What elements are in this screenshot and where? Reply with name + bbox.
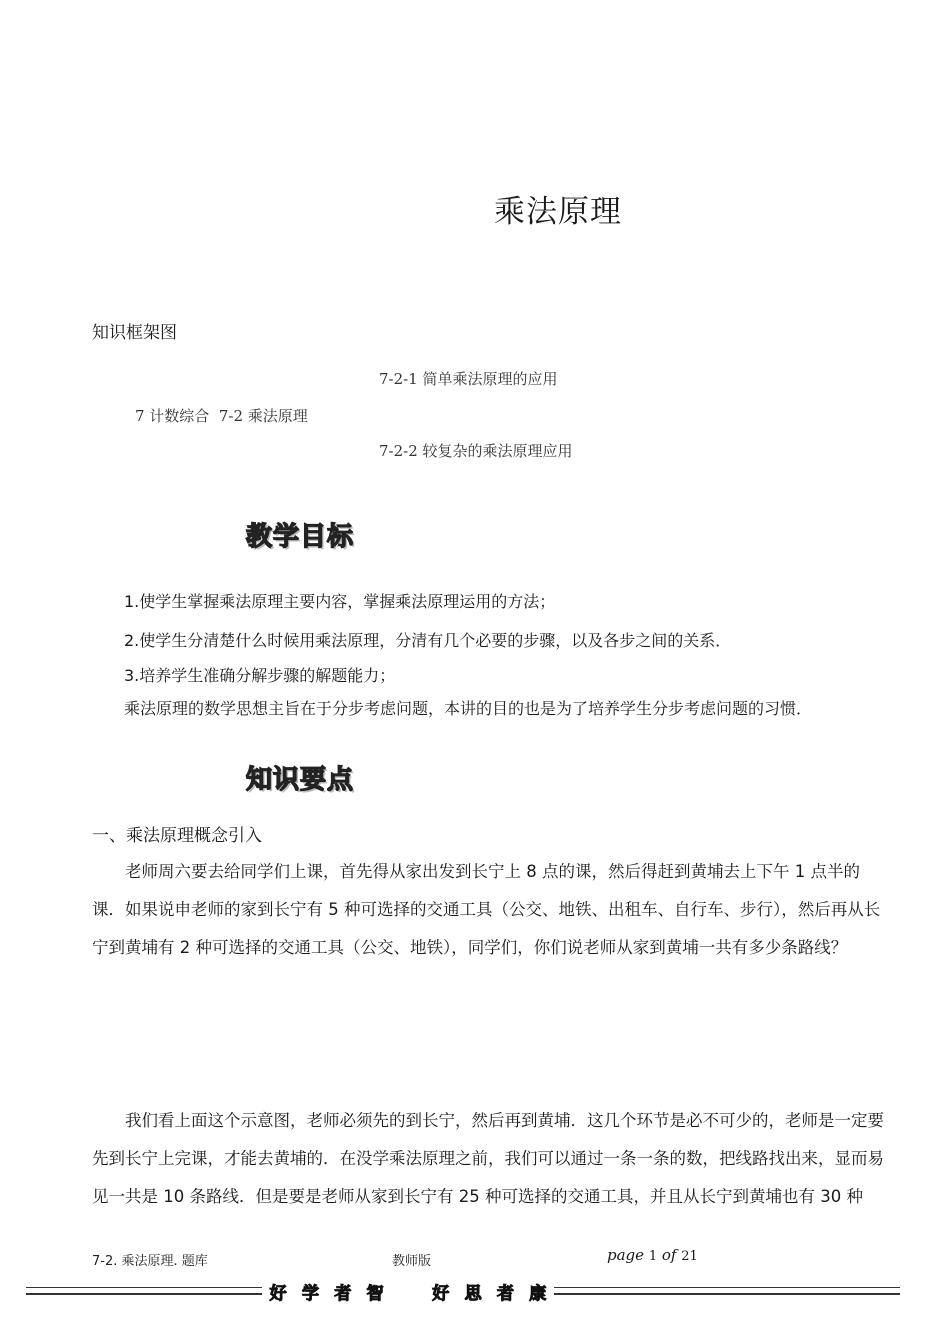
framework-root: 7 计数综合 7-2 乘法原理 bbox=[135, 407, 308, 425]
points-heading: 知识要点 bbox=[246, 765, 355, 795]
motto-char: 好 bbox=[432, 1283, 450, 1304]
framework-branch-bottom: 7-2-2 较复杂的乘法原理应用 bbox=[379, 442, 573, 460]
page-num: 1 bbox=[648, 1249, 658, 1264]
page-word: page bbox=[607, 1246, 645, 1264]
goal-summary: 乘法原理的数学思想主旨在于分步考虑问题，本讲的目的也是为了培养学生分步考虑问题的习惯． bbox=[124, 699, 813, 718]
motto-char: 思 bbox=[464, 1283, 482, 1304]
framework-branch-top: 7-2-1 简单乘法原理的应用 bbox=[379, 370, 558, 388]
of-word: of bbox=[661, 1246, 677, 1264]
footer-page-number bbox=[607, 1246, 698, 1264]
motto-char: 者 bbox=[496, 1283, 514, 1304]
motto-char: 者 bbox=[334, 1283, 352, 1304]
motto-char: 好 bbox=[269, 1283, 287, 1304]
goal-item-1: 1.使学生掌握乘法原理主要内容，掌握乘法原理运用的方法； bbox=[124, 592, 556, 611]
intro-paragraph: 老师周六要去给同学们上课，首先得从家出发到长宁上 8 点的课，然后得赶到黄埔去上下午 1 点半的课．如果说申老师的家到长宁有 5 种可选择的交通工具（公交、地铁、出租车、自行车、步行），然后再从长宁到黄埔有 2 种可选择的交通工具（公交、地铁），同学们，你们说老师从家到黄埔一共有多少条路线？ bbox=[92, 862, 881, 957]
page-total: 21 bbox=[681, 1249, 698, 1264]
motto-char: 学 bbox=[301, 1283, 319, 1304]
motto-char: 智 bbox=[366, 1283, 384, 1304]
goals-heading: 教学目标 bbox=[246, 522, 355, 552]
section1-title: 一、乘法原理概念引入 bbox=[92, 826, 262, 846]
framework-heading: 知识框架图 bbox=[92, 323, 177, 343]
explanation-paragraph: 我们看上面这个示意图，老师必须先的到长宁，然后再到黄埔．这几个环节是必不可少的，老师是一定要先到长宁上完课，才能去黄埔的．在没学乘法原理之前，我们可以通过一条一条的数，把线路找出来，显而易见一共是 10 条路线．但是要是老师从家到长宁有 25 种可选择的交通工具，并且从长宁到黄埔也有 30 种 bbox=[92, 1111, 884, 1206]
goal-item-3: 3.培养学生准确分解步骤的解题能力； bbox=[124, 666, 396, 685]
goal-item-2: 2.使学生分清楚什么时候用乘法原理，分清有几个必要的步骤，以及各步之间的关系． bbox=[124, 631, 732, 650]
footer-left: 7-2. 乘法原理. 题库 bbox=[92, 1254, 208, 1269]
footer-center: 教师版 bbox=[392, 1254, 432, 1269]
motto-banner bbox=[262, 1280, 554, 1302]
page-title: 乘法原理 bbox=[494, 194, 622, 230]
motto-char: 康 bbox=[529, 1283, 547, 1304]
